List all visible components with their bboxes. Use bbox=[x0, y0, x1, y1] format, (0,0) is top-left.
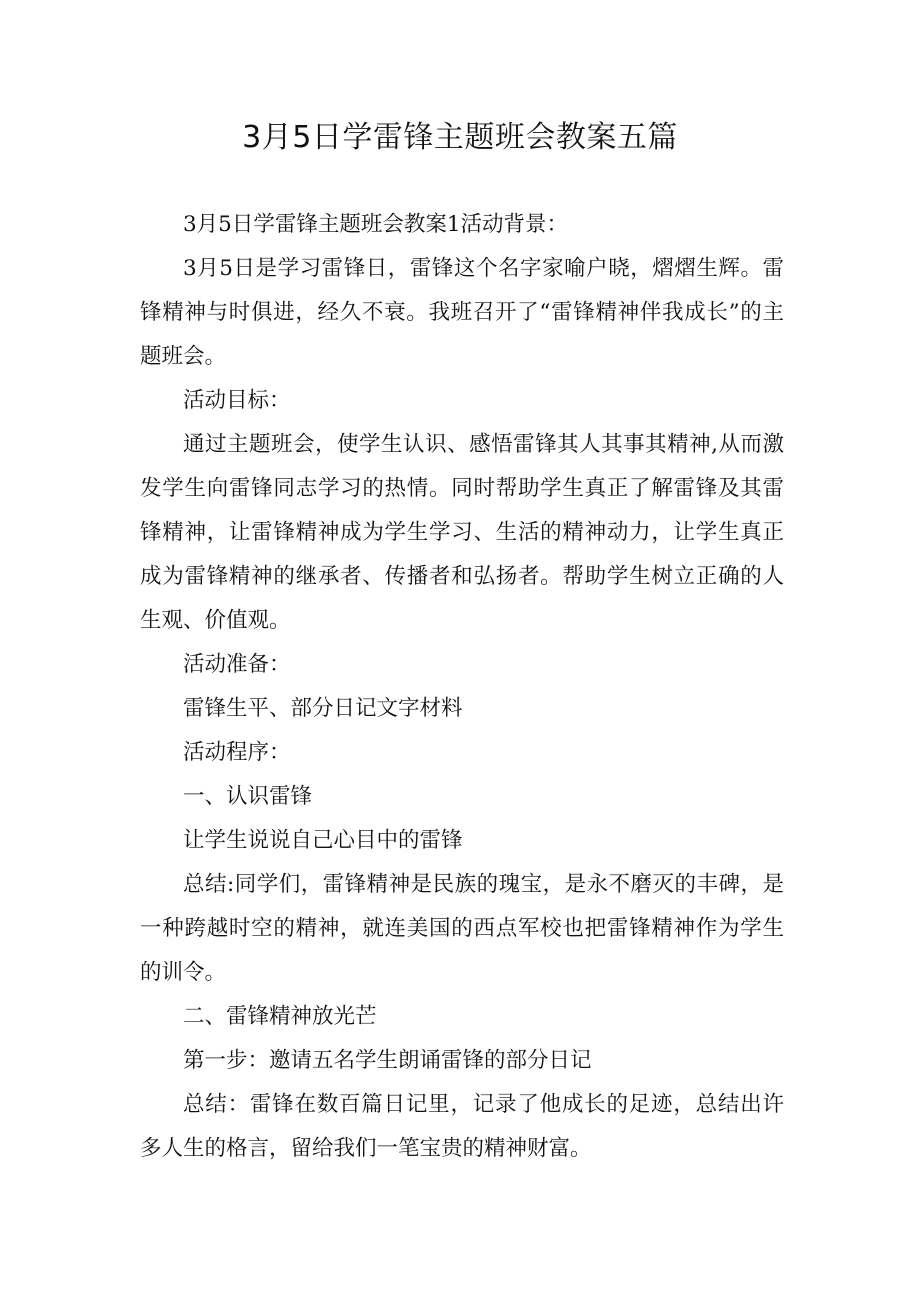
paragraph-section-two-step-one: 第一步：邀请五名学生朗诵雷锋的部分日记 bbox=[183, 1048, 592, 1073]
paragraph-procedure-heading: 活动程序： bbox=[183, 740, 291, 765]
paragraph-section-one-task: 让学生说说自己心目中的雷锋 bbox=[183, 828, 463, 853]
paragraph-section-two-heading: 二、雷锋精神放光芒 bbox=[183, 1004, 377, 1029]
paragraph-goal-heading: 活动目标： bbox=[183, 388, 291, 413]
paragraph-goal-text: 通过主题班会，使学生认识、感悟雷锋其人其事其精神,从而激发学生向雷锋同志学习的热情。同时帮助学生真正了解雷锋及其雷锋精神，让雷锋精神成为学生学习、生活的精神动力，让学生真正成为雷锋精神的继承者、传播者和弘扬者。帮助学生树立正确的人生观、价值观。 bbox=[140, 432, 784, 633]
paragraph-preparation-heading: 活动准备： bbox=[183, 652, 291, 677]
document-title: 3月5日学雷锋主题班会教案五篇 bbox=[242, 120, 678, 155]
document-body bbox=[140, 203, 784, 1171]
paragraph-section-two-summary: 总结：雷锋在数百篇日记里，记录了他成长的足迹，总结出许多人生的格言，留给我们一笔宝贵的精神财富。 bbox=[140, 1092, 784, 1161]
paragraph-background-heading: 3月5日学雷锋主题班会教案1活动背景： bbox=[183, 212, 569, 237]
paragraph-section-one-heading: 一、认识雷锋 bbox=[183, 784, 313, 809]
paragraph-section-one-summary: 总结:同学们，雷锋精神是民族的瑰宝，是永不磨灭的丰碑，是一种跨越时空的精神，就连美国的西点军校也把雷锋精神作为学生的训令。 bbox=[140, 872, 784, 985]
paragraph-preparation-text: 雷锋生平、部分日记文字材料 bbox=[183, 696, 463, 721]
paragraph-background-text: 3月5日是学习雷锋日，雷锋这个名字家喻户晓，熠熠生辉。雷锋精神与时俱进，经久不衰。我班召开了“雷锋精神伴我成长”的主题班会。 bbox=[140, 256, 784, 369]
